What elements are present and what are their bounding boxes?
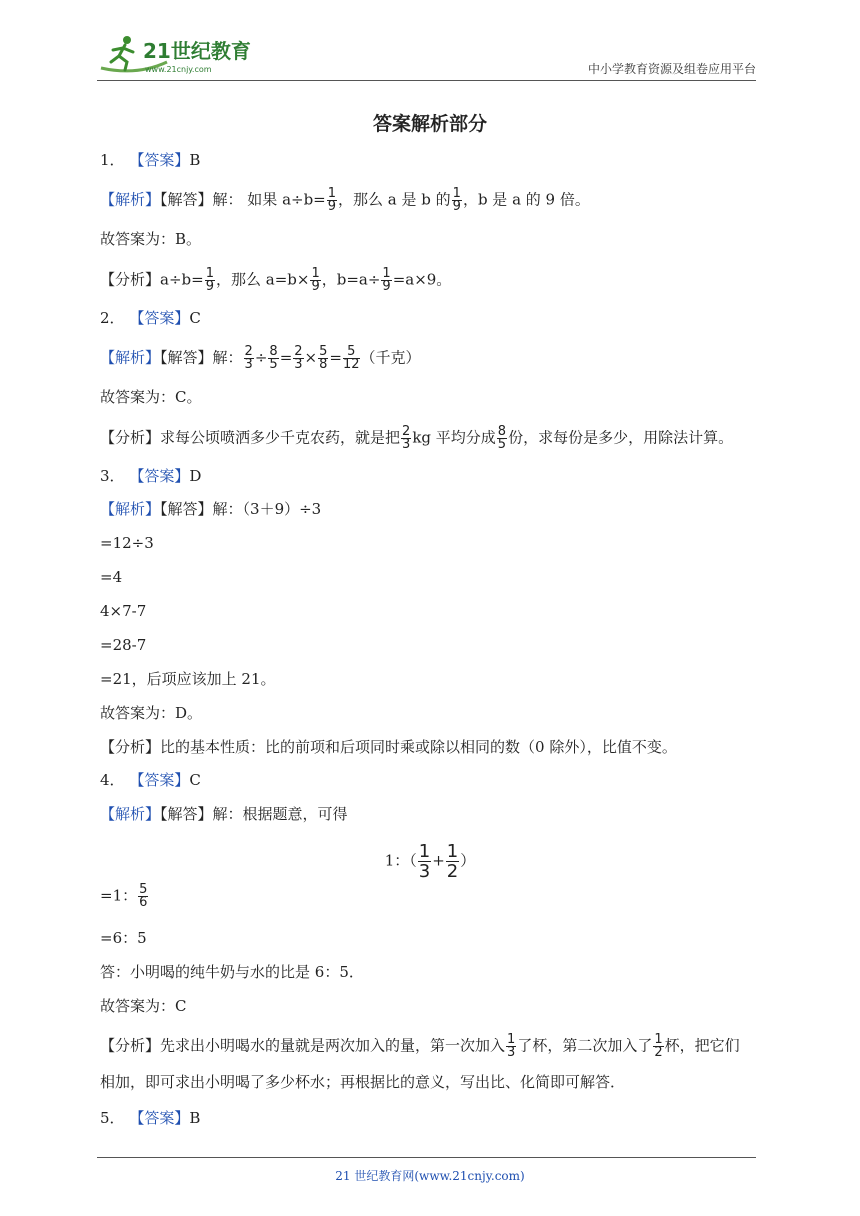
q2-answer: 2． 【答案】C [100, 309, 201, 327]
q5-answer: 5． 【答案】B [100, 1109, 201, 1127]
q2-solution: 【解析】【解答】解： $\frac{2}{3}$ ÷ $\frac{8}{5}$ = $\frac{2}{3}$ × $\frac{5}{8}$ = $\frac{5}{12}$ （千克） [100, 344, 421, 372]
q4-reply: 答：小明喝的纯牛奶与水的比是 6：5． [100, 963, 364, 981]
fraction: $\frac{1}{3}$ [507, 1032, 516, 1060]
footer-link[interactable]: 21 世纪教育网(www.21cnjy.com) [335, 1169, 525, 1183]
fraction: $\frac{2}{3}$ [244, 344, 253, 372]
fraction: $\frac{1}{9}$ [382, 266, 391, 294]
q3-step: =28-7 [100, 636, 147, 654]
fraction: $\frac{2}{3}$ [402, 424, 411, 452]
q1-answer: 1． 【答案】B [100, 151, 201, 169]
page-title: 答案解析部分 [372, 113, 487, 135]
fraction: $\frac{1}{2}$ [654, 1032, 663, 1060]
page-header [97, 30, 756, 81]
q1-analysis: 【分析】a÷b= $\frac{1}{9}$ ，那么 a=b× $\frac{1}{9}$ ，b=a÷ $\frac{1}{9}$ =a×9。 [100, 266, 452, 294]
fraction: $\frac{1}{3}$ [418, 841, 431, 882]
q4-step: =1： $\frac{5}{6}$ [100, 882, 148, 910]
fraction: $\frac{1}{9}$ [452, 186, 461, 214]
q3-final: 故答案为：D。 [100, 704, 203, 722]
q4-analysis-cont: 相加，即可求出小明喝了多少杯水；再根据比的意义，写出比、化简即可解答． [100, 1073, 626, 1091]
fraction: $\frac{2}{3}$ [294, 344, 303, 372]
fraction: $\frac{1}{9}$ [311, 266, 320, 294]
fraction: $\frac{5}{12}$ [342, 344, 360, 372]
fraction: $\frac{1}{2}$ [446, 841, 459, 882]
q3-step: =21，后项应该加上 21。 [100, 670, 276, 688]
q4-step: =6：5 [100, 929, 147, 947]
fraction: $\frac{5}{6}$ [139, 882, 148, 910]
fraction: $\frac{1}{9}$ [327, 186, 337, 214]
q4-analysis: 【分析】先求出小明喝水的量就是两次加入的量，第一次加入 $\frac{1}{3}$ 了杯，第二次加入了 $\frac{1}{2}$ 杯，把它们 [100, 1032, 740, 1060]
q2-final: 故答案为：C。 [100, 388, 202, 406]
svg-text:21世纪教育: 21世纪教育 [143, 39, 251, 63]
q3-answer: 3． 【答案】D [100, 467, 202, 485]
q3-step: 4×7-7 [100, 602, 147, 620]
q1-solution: 【解析】【解答】解： 如果 a÷b= $\frac{1}{9}$ ，那么 a 是 b 的 $\frac{1}{9}$ ，b 是 a 的 9 倍。 [100, 186, 590, 214]
site-logo [97, 32, 257, 76]
q1-final: 故答案为：B。 [100, 230, 202, 248]
svg-text:www.21cnjy.com: www.21cnjy.com [145, 65, 212, 74]
fraction: $\frac{5}{8}$ [319, 344, 328, 372]
fraction: $\frac{1}{9}$ [205, 266, 214, 294]
footer-divider [97, 1157, 756, 1158]
q4-final: 故答案为：C [100, 997, 187, 1015]
fraction: $\frac{8}{5}$ [269, 344, 278, 372]
platform-name: 中小学教育资源及组卷应用平台 [587, 62, 756, 76]
q4-equation: 1：（ $\frac{1}{3}$ + $\frac{1}{2}$ ） [384, 841, 476, 882]
q3-step: =4 [100, 568, 123, 586]
q3-solution: 【解析】【解答】解：（3＋9）÷3 [100, 500, 322, 518]
q2-analysis: 【分析】求每公顷喷洒多少千克农药，就是把 $\frac{2}{3}$ kg 平均分成 $\frac{8}{5}$ 份，求每份是多少，用除法计算。 [100, 424, 734, 452]
q4-answer: 4． 【答案】C [100, 771, 201, 789]
q4-solution: 【解析】【解答】解：根据题意，可得 [100, 805, 348, 823]
fraction: $\frac{8}{5}$ [497, 424, 507, 452]
q3-step: =12÷3 [100, 534, 154, 552]
q3-analysis: 【分析】比的基本性质：比的前项和后项同时乘或除以相同的数（0 除外），比值不变。 [100, 738, 677, 756]
